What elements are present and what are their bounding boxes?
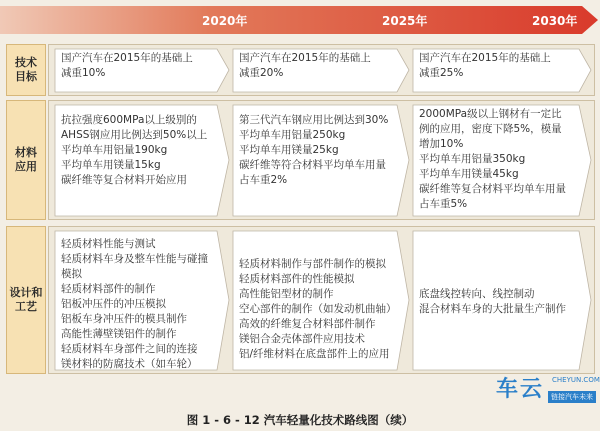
row-label-design [6, 226, 46, 374]
row-label-tech-target-text: 技术 目标 [15, 56, 37, 83]
row-design [48, 226, 595, 374]
row-label-material-text: 材料 应用 [15, 146, 37, 173]
logo-name: 车云 [496, 377, 545, 402]
cheyun-logo [496, 372, 600, 408]
row-label-design-text: 设计和 工艺 [9, 286, 43, 313]
tech-target-2020: 国产汽车在2015年的基础上 减重10% [61, 52, 193, 79]
row-material [48, 100, 595, 220]
year-2025: 2025年 [382, 14, 428, 28]
row-label-material [6, 100, 46, 220]
timeline-arrow-shape [0, 0, 600, 40]
year-2020: 2020年 [202, 14, 248, 28]
row-tech-target [48, 44, 595, 96]
material-2025: 第三代汽车钢应用比例达到30% 平均单车用铝量250kg 平均单车用镁量25kg 碳纤维等符合材料平均单车用量 占车重2% [239, 114, 389, 186]
row-label-tech-target [6, 44, 46, 96]
design-2020: 轻质材料性能与测试 轻质材料车身及整车性能与碰撞 模拟 轻质材料部件的制作 铝板冲压件的冲压模拟 铝板车身冲压件的模具制作 高能性薄壁镁铝件的制作 轻质材料车身部件之间的连接 镁材料的防腐技术（如车轮） [61, 238, 208, 370]
logo-url: CHEYUN.COM [552, 376, 600, 384]
tech-target-2025: 国产汽车在2015年的基础上 减重20% [239, 52, 371, 79]
design-2030: 底盘线控转向、线控制动 混合材料车身的大批量生产制作 [419, 288, 566, 315]
design-2025: 轻质材料制作与部件制作的模拟 轻质材料部件的性能模拟 高性能铝型材的制作 空心部件的制作（如发动机曲轴） 高效的纤维复合材料部件制作 镁铝合金壳体部件应用技术 铝/纤维材料在底盘部件上的应用 [239, 258, 397, 360]
figure-caption: 图 1 - 6 - 12 汽车轻量化技术路线图（续） [186, 413, 414, 427]
year-2030: 2030年 [532, 14, 578, 28]
material-2020: 抗拉强度600MPa以上级别的 AHSS钢应用比例达到50%以上 平均单车用铝量190kg 平均单车用镁量15kg 碳纤维等复合材料开始应用 [61, 114, 208, 186]
timeline-arrow [0, 0, 600, 40]
logo-tagline: 链接汽车未来 [548, 391, 596, 403]
material-2030: 2000MPa级以上钢材有一定比 例的应用，密度下降5%，模量 增加10% 平均单车用铝量350kg 平均单车用镁量45kg 碳纤维等复合材料平均单车用量 占车重5% [419, 108, 566, 210]
tech-target-2030: 国产汽车在2015年的基础上 减重25% [419, 52, 551, 79]
